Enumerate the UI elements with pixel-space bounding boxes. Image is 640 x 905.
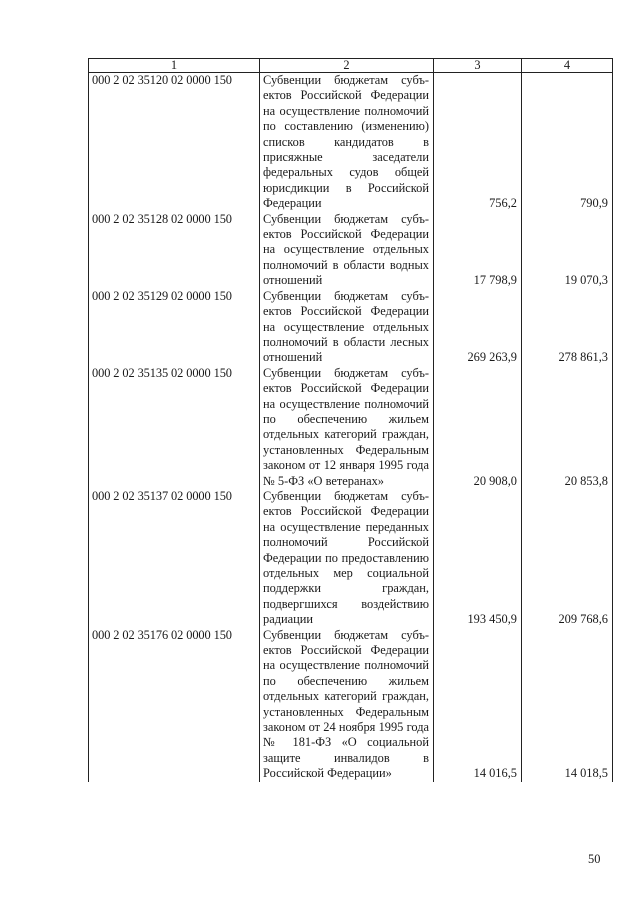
page-number: 50 (588, 852, 601, 866)
row-code: 000 2 02 35128 02 0000 150 (89, 212, 260, 289)
row-description: Субвенции бюджетам субъектов Российской Федерации на осуществление отдельных полномочий в области водных отношений (260, 212, 434, 289)
header-col-1: 1 (89, 59, 260, 73)
row-value-col4: 278 861,3 (522, 289, 613, 366)
row-value-col3: 17 798,9 (434, 212, 522, 289)
table-row (89, 628, 613, 782)
table-row (89, 73, 613, 212)
header-col-3: 3 (434, 59, 522, 73)
row-value-col3: 20 908,0 (434, 366, 522, 489)
row-value-col4: 20 853,8 (522, 366, 613, 489)
row-description: Субвенции бюджетам субъектов Российской Федерации на осуществление полномочий по составлению (изменению) списков кандидатов в присяжные заседатели федеральных судов общей юрисдикции в Российской Федерации (260, 73, 434, 212)
row-code: 000 2 02 35135 02 0000 150 (89, 366, 260, 489)
row-description: Субвенции бюджетам субъектов Российской Федерации на осуществление полномочий по обеспечению жильем отдельных категорий граждан, установленных Федеральным законом от 12 января 1995 года № 5-ФЗ «О ветеранах» (260, 366, 434, 489)
row-description: Субвенции бюджетам субъектов Российской Федерации на осуществление полномочий по обеспечению жильем отдельных категорий граждан, установленных Федеральным законом от 24 ноября 1995 года № 181-ФЗ «О социальной защите инвалидов в Российской Федерации» (260, 628, 434, 782)
row-description: Субвенции бюджетам субъектов Российской Федерации на осуществление отдельных полномочий в области лесных отношений (260, 289, 434, 366)
table-header-row (89, 59, 613, 73)
row-value-col3: 269 263,9 (434, 289, 522, 366)
row-value-col3: 193 450,9 (434, 489, 522, 628)
header-col-4: 4 (522, 59, 613, 73)
row-value-col3: 14 016,5 (434, 628, 522, 782)
row-value-col4: 209 768,6 (522, 489, 613, 628)
row-value-col4: 19 070,3 (522, 212, 613, 289)
row-code: 000 2 02 35120 02 0000 150 (89, 73, 260, 212)
table-row (89, 489, 613, 628)
table-row (89, 366, 613, 489)
table-row (89, 289, 613, 366)
row-code: 000 2 02 35176 02 0000 150 (89, 628, 260, 782)
budget-table (88, 58, 613, 782)
row-code: 000 2 02 35129 02 0000 150 (89, 289, 260, 366)
row-value-col4: 790,9 (522, 73, 613, 212)
row-description: Субвенции бюджетам субъектов Российской Федерации на осуществление переданных полномочий Российской Федерации по предоставлению отдельных мер социальной поддержки граждан, подвергшихся воздействию радиации (260, 489, 434, 628)
row-value-col3: 756,2 (434, 73, 522, 212)
table-row (89, 212, 613, 289)
row-value-col4: 14 018,5 (522, 628, 613, 782)
header-col-2: 2 (260, 59, 434, 73)
row-code: 000 2 02 35137 02 0000 150 (89, 489, 260, 628)
